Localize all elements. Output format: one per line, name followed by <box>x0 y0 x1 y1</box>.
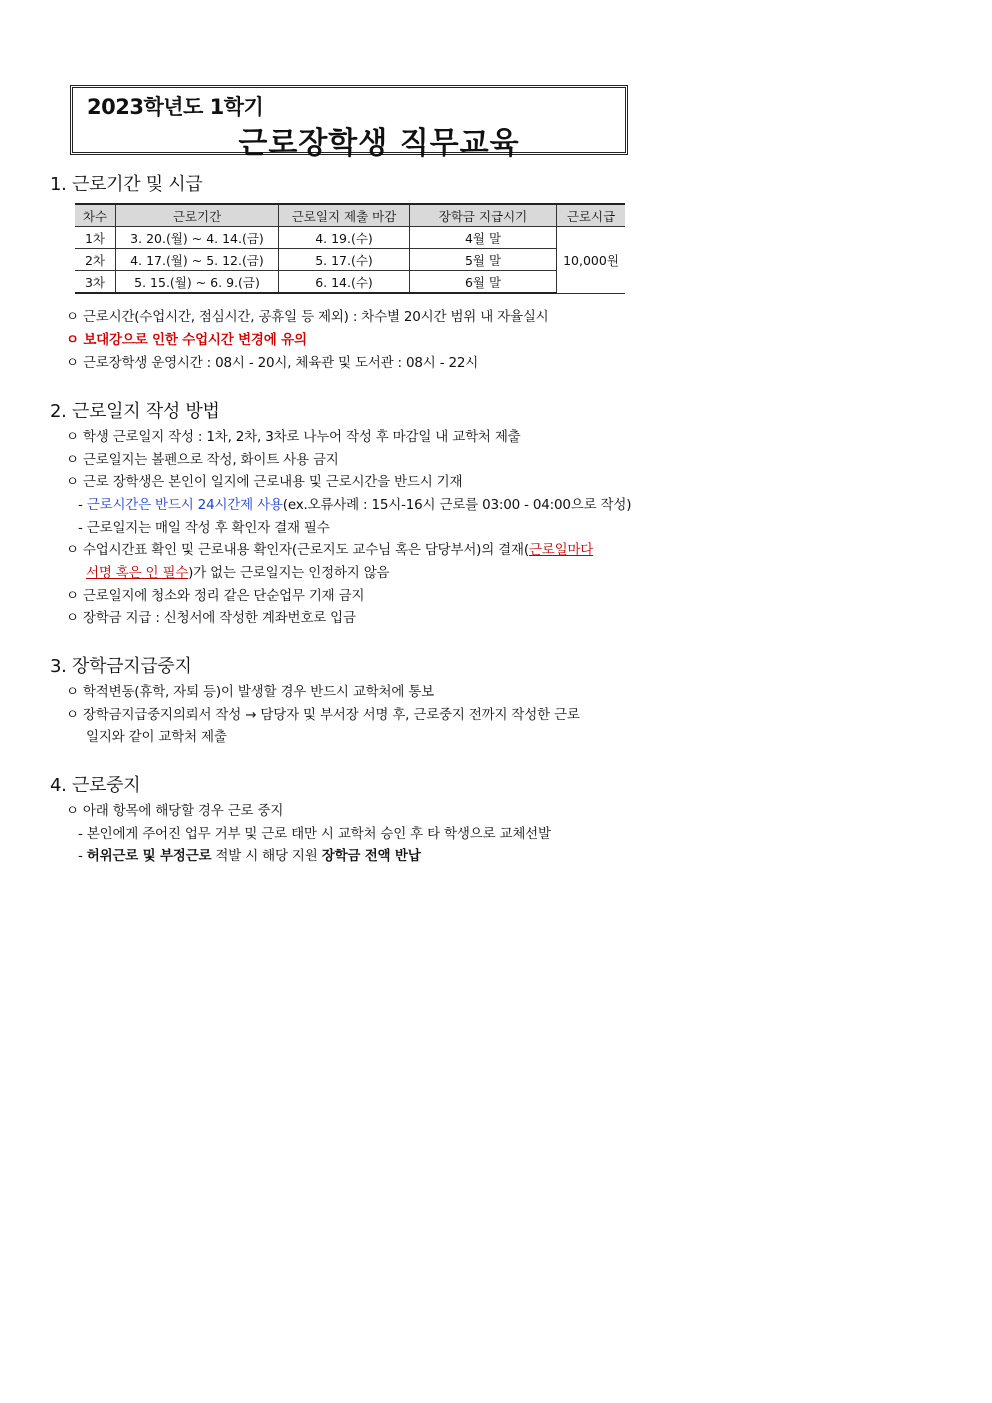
dash-marker: - <box>78 848 87 864</box>
header-deadline: 근로일지 제출 마감 <box>279 204 410 227</box>
cell-period: 5. 15.(월) ~ 6. 9.(금) <box>116 271 279 294</box>
section2-title: 2. 근로일지 작성 방법 <box>50 401 220 422</box>
header-pay-time: 장학금 지급시기 <box>410 204 557 227</box>
section1-title: 1. 근로기간 및 시급 <box>50 174 203 195</box>
title-semester: 2023학년도 1학기 <box>87 95 264 119</box>
cell-pay-time: 4월 말 <box>410 227 557 249</box>
table-row <box>75 249 625 271</box>
operating-hours-note: ㅇ 근로장학생 운영시간 : 08시 - 20시, 체육관 및 도서관 : 08시 - 22시 <box>66 355 479 371</box>
fraud-emphasis: 허위근로 및 부정근로 <box>86 848 212 864</box>
approval-note <box>66 538 593 558</box>
class-change-warning: ㅇ 보대강으로 인한 수업시간 변경에 유의 <box>66 332 307 348</box>
page-title: 근로장학생 직무교육 <box>238 126 520 161</box>
dash-marker: - <box>78 497 87 513</box>
cell-round: 3차 <box>75 271 116 294</box>
log-submission-note: ㅇ 학생 근로일지 작성 : 1차, 2차, 3차로 나누어 작성 후 마감일 내 교학처 제출 <box>66 429 521 445</box>
daily-log-note: - 근로일지는 매일 작성 후 확인자 결재 필수 <box>78 520 330 536</box>
cell-deadline: 5. 17.(수) <box>279 249 410 271</box>
table-row <box>75 271 625 294</box>
section3-title: 3. 장학금지급중지 <box>50 656 192 677</box>
approval-note-cont <box>86 561 389 581</box>
table-row <box>75 227 625 249</box>
table-header-row <box>75 204 625 227</box>
cell-pay-time: 5월 말 <box>410 249 557 271</box>
cell-pay-time: 6월 말 <box>410 271 557 294</box>
time-format-note <box>78 493 631 513</box>
work-hours-note: ㅇ 근로시간(수업시간, 점심시간, 공휴일 등 제외) : 차수별 20시간 범위 내 자율실시 <box>66 309 549 325</box>
header-round: 차수 <box>75 204 116 227</box>
simple-task-note: ㅇ 근로일지에 청소와 정리 같은 단순업무 기재 금지 <box>66 588 365 604</box>
pen-rule-note: ㅇ 근로일지는 볼펜으로 작성, 화이트 사용 금지 <box>66 452 339 468</box>
log-content-note: ㅇ 근로 장학생은 본인이 일지에 근로내용 및 근로시간을 반드시 기재 <box>66 474 463 490</box>
section4-title: 4. 근로중지 <box>50 775 141 796</box>
cell-period: 4. 17.(월) ~ 5. 12.(금) <box>116 249 279 271</box>
schedule-table <box>75 203 625 294</box>
stop-condition-note: ㅇ 아래 항목에 해당할 경우 근로 중지 <box>66 803 284 819</box>
header-period: 근로기간 <box>116 204 279 227</box>
stop-request-note: ㅇ 장학금지급중지의뢰서 작성 → 담당자 및 부서장 서명 후, 근로중지 전까지 작성한 근로 <box>66 707 580 723</box>
approval-text-end: )가 없는 근로일지는 인정하지 않음 <box>188 565 390 581</box>
duty-refusal-note: - 본인에게 주어진 업무 거부 및 근로 태만 시 교학처 승인 후 타 학생으로 교체선발 <box>78 826 551 842</box>
time-format-example: (ex.오류사례 : 15시-16시 근로를 03:00 - 04:00으로 작성) <box>282 497 632 513</box>
status-change-note: ㅇ 학적변동(휴학, 자퇴 등)이 발생할 경우 반드시 교학처에 통보 <box>66 684 434 700</box>
cell-wage: 10,000원 <box>557 227 626 294</box>
cell-round: 1차 <box>75 227 116 249</box>
cell-deadline: 6. 14.(수) <box>279 271 410 294</box>
cell-period: 3. 20.(월) ~ 4. 14.(금) <box>116 227 279 249</box>
fraud-text: 적발 시 해당 지원 <box>211 848 322 864</box>
cell-deadline: 4. 19.(수) <box>279 227 410 249</box>
time-format-rule: 근로시간은 반드시 24시간제 사용 <box>86 497 283 513</box>
approval-emphasis-1: 근로일마다 <box>528 542 594 558</box>
title-box <box>70 85 628 161</box>
payment-note: ㅇ 장학금 지급 : 신청서에 작성한 계좌번호로 입금 <box>66 610 356 626</box>
fraud-note <box>78 844 421 864</box>
cell-round: 2차 <box>75 249 116 271</box>
stop-request-note-cont: 일지와 같이 교학처 제출 <box>86 729 227 745</box>
approval-emphasis-2: 서명 혹은 인 필수 <box>86 565 189 581</box>
approval-text: ㅇ 수업시간표 확인 및 근로내용 확인자(근로지도 교수님 혹은 담당부서)의 결재( <box>66 542 529 558</box>
header-wage: 근로시급 <box>557 204 626 227</box>
refund-emphasis: 장학금 전액 반납 <box>321 848 421 864</box>
